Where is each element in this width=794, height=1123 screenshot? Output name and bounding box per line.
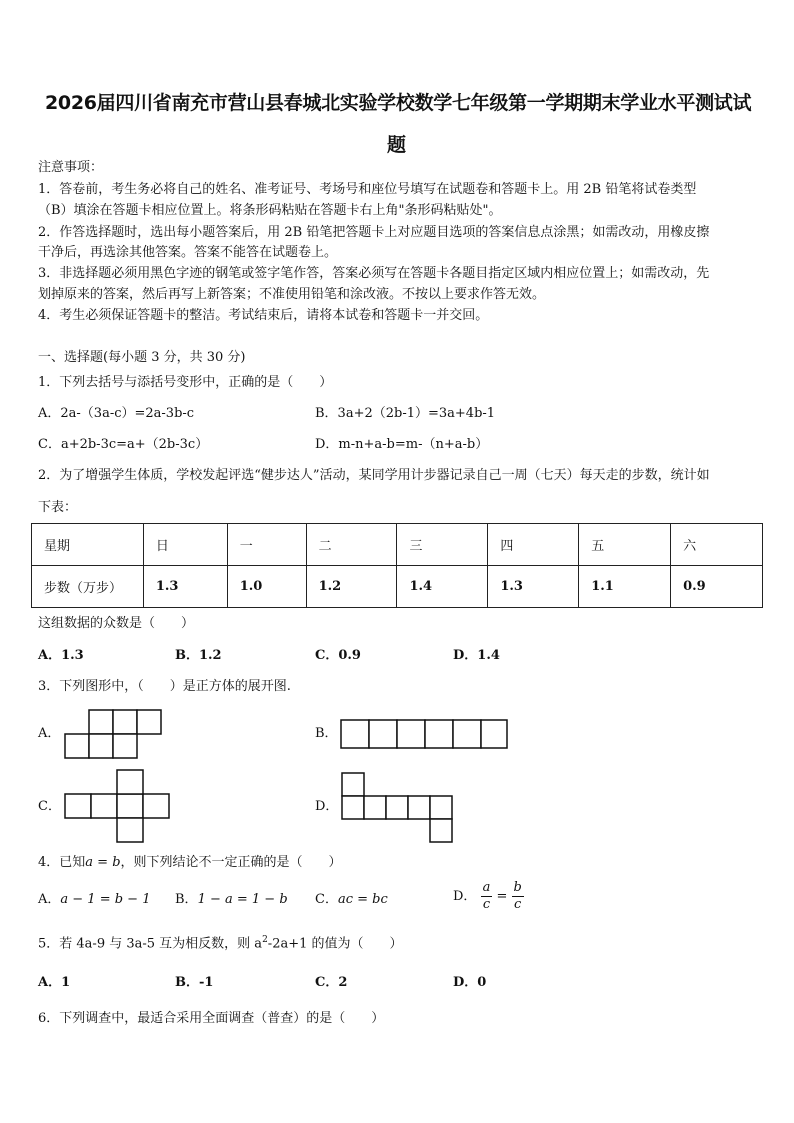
fraction-numerator: b — [513, 880, 522, 895]
net-square — [117, 818, 143, 842]
table-cell: 0.9 — [671, 566, 763, 608]
question-4-option-d — [453, 880, 524, 913]
question-3-option-a-label: A． — [38, 726, 61, 741]
net-square — [117, 770, 143, 794]
cube-net-b — [340, 719, 510, 749]
question-1-option-c: C．a+2b-3c=a+（2b-3c） — [38, 437, 209, 452]
net-square — [397, 720, 425, 748]
question-1-option-d: D．m-n+a-b=m-（n+a-b） — [315, 437, 489, 452]
net-square — [91, 794, 117, 818]
question-5-option-d: D．0 — [453, 975, 487, 990]
table-header-cell: 二 — [306, 524, 397, 566]
table-header-cell: 五 — [579, 524, 671, 566]
table-cell: 1.1 — [579, 566, 671, 608]
net-square — [65, 734, 89, 758]
net-square — [386, 796, 408, 819]
question-3-option-c-label: C． — [38, 799, 61, 814]
net-square — [143, 794, 169, 818]
table-header-cell: 一 — [227, 524, 306, 566]
equals-sign: = — [496, 888, 508, 904]
fraction-numerator: a — [482, 880, 491, 895]
notes-line: （B）填涂在答题卡相应位置上。将条形码粘贴在答题卡右上角"条形码粘贴处"。 — [38, 203, 502, 218]
net-square — [89, 734, 113, 758]
page-title-line2: 题 — [387, 134, 406, 156]
fraction-denominator: c — [514, 897, 522, 912]
net-square — [342, 796, 364, 819]
question-5-option-c: C．2 — [315, 975, 348, 990]
option-label: C． — [315, 892, 338, 907]
table-header-cell: 星期 — [32, 524, 144, 566]
table-cell: 1.2 — [306, 566, 397, 608]
option-math: 1 − a = 1 − b — [197, 892, 288, 907]
question-3-stem: 3．下列图形中，（ ）是正方体的展开图. — [38, 679, 291, 694]
steps-table — [31, 523, 763, 608]
notes-heading: 注意事项： — [38, 160, 104, 175]
question-2-stem: 2．为了增强学生体质，学校发起评选“健步达人”活动，某同学用计步器记录自己一周（七天）每天走的步数，统计如 — [38, 468, 710, 483]
question-1-stem: 1．下列去括号与添括号变形中，正确的是（ ） — [38, 375, 333, 390]
table-cell: 1.3 — [488, 566, 579, 608]
fraction-denominator: c — [482, 897, 491, 912]
net-square — [342, 773, 364, 796]
option-label: B． — [175, 892, 198, 907]
fraction — [481, 880, 493, 913]
question-2-option-c: C．0.9 — [315, 648, 361, 663]
question-4-stem-math: a = b — [85, 855, 121, 870]
net-square — [369, 720, 397, 748]
question-2-prompt: 这组数据的众数是（ ） — [38, 616, 195, 631]
net-square — [453, 720, 481, 748]
question-5-stem — [38, 930, 403, 954]
table-cell: 步数（万步） — [32, 566, 144, 608]
question-5-stem-post: -2a+1 的值为（ ） — [267, 936, 403, 952]
fraction — [512, 880, 524, 913]
cube-net-d — [341, 772, 461, 844]
page-title-line1: 2026届四川省南充市营山县春城北实验学校数学七年级第一学期期末学业水平测试试 — [45, 92, 752, 114]
cube-net-c — [64, 770, 174, 844]
table-header-cell: 日 — [143, 524, 227, 566]
table-cell: 1.0 — [227, 566, 306, 608]
net-square — [137, 710, 161, 734]
question-4-stem-pre: 4．已知 — [38, 855, 86, 870]
question-6-stem: 6．下列调查中，最适合采用全面调查（普查）的是（ ） — [38, 1011, 385, 1026]
net-square — [364, 796, 386, 819]
superscript: 2 — [262, 935, 268, 945]
question-2-option-b: B．1.2 — [175, 648, 222, 663]
notes-line: 2．作答选择题时，选出每小题答案后，用 2B 铅笔把答题卡上对应题目选项的答案信息点涂黑；如需改动，用橡皮擦 — [38, 225, 710, 240]
notes-line: 3．非选择题必须用黑色字迹的钢笔或签字笔作答，答案必须写在答题卡各题目指定区域内相应位置上；如需改动，先 — [38, 266, 710, 281]
question-4-option-c — [315, 890, 388, 910]
table-header-cell: 三 — [397, 524, 488, 566]
question-4-option-a — [38, 890, 150, 910]
table-cell: 1.4 — [397, 566, 488, 608]
notes-line: 干净后，再选涂其他答案。答案不能答在试题卷上。 — [38, 245, 338, 260]
net-square — [89, 710, 113, 734]
question-2-option-d: D．1.4 — [453, 648, 500, 663]
notes-line: 4．考生必须保证答题卡的整洁。考试结束后，请将本试卷和答题卡一并交回。 — [38, 308, 489, 323]
question-4-stem — [38, 853, 342, 873]
option-math: ac = bc — [337, 892, 388, 907]
question-2-stem-cont: 下表： — [38, 500, 78, 515]
net-square — [425, 720, 453, 748]
net-square — [430, 796, 452, 819]
question-5-option-b: B．-1 — [175, 975, 214, 990]
cube-net-a — [64, 710, 164, 760]
question-1-option-b: B．3a+2（2b-1）=3a+4b-1 — [315, 406, 496, 421]
net-square — [408, 796, 430, 819]
question-4-stem-post: ，则下列结论不一定正确的是（ ） — [120, 855, 342, 870]
question-3-option-d-label: D． — [315, 799, 339, 814]
notes-line: 1．答卷前，考生务必将自己的姓名、准考证号、考场号和座位号填写在试题卷和答题卡上。用 2B 铅笔将试卷类型 — [38, 182, 697, 197]
table-cell: 1.3 — [143, 566, 227, 608]
question-3-option-b-label: B． — [315, 726, 338, 741]
table-header-cell: 四 — [488, 524, 579, 566]
table-row — [32, 566, 763, 608]
option-math: a − 1 = b − 1 — [60, 892, 151, 907]
question-5-option-a: A．1 — [38, 975, 71, 990]
option-label: D． — [453, 888, 477, 904]
question-5-stem-pre: 5．若 4a-9 与 3a-5 互为相反数，则 a — [38, 936, 263, 952]
net-square — [481, 720, 507, 748]
net-square — [117, 794, 143, 818]
net-square — [65, 794, 91, 818]
question-2-option-a: A．1.3 — [38, 648, 84, 663]
net-square — [113, 734, 137, 758]
net-square — [341, 720, 369, 748]
option-label: A． — [38, 892, 61, 907]
question-1-option-a: A．2a-（3a-c）=2a-3b-c — [38, 406, 195, 421]
table-header-cell: 六 — [671, 524, 763, 566]
net-square — [113, 710, 137, 734]
section-heading: 一、选择题(每小题 3 分，共 30 分) — [38, 350, 246, 365]
question-4-option-b — [175, 890, 288, 910]
table-header-row — [32, 524, 763, 566]
net-square — [430, 819, 452, 842]
notes-line: 划掉原来的答案，然后再写上新答案；不准使用铅笔和涂改液。不按以上要求作答无效。 — [38, 287, 546, 302]
